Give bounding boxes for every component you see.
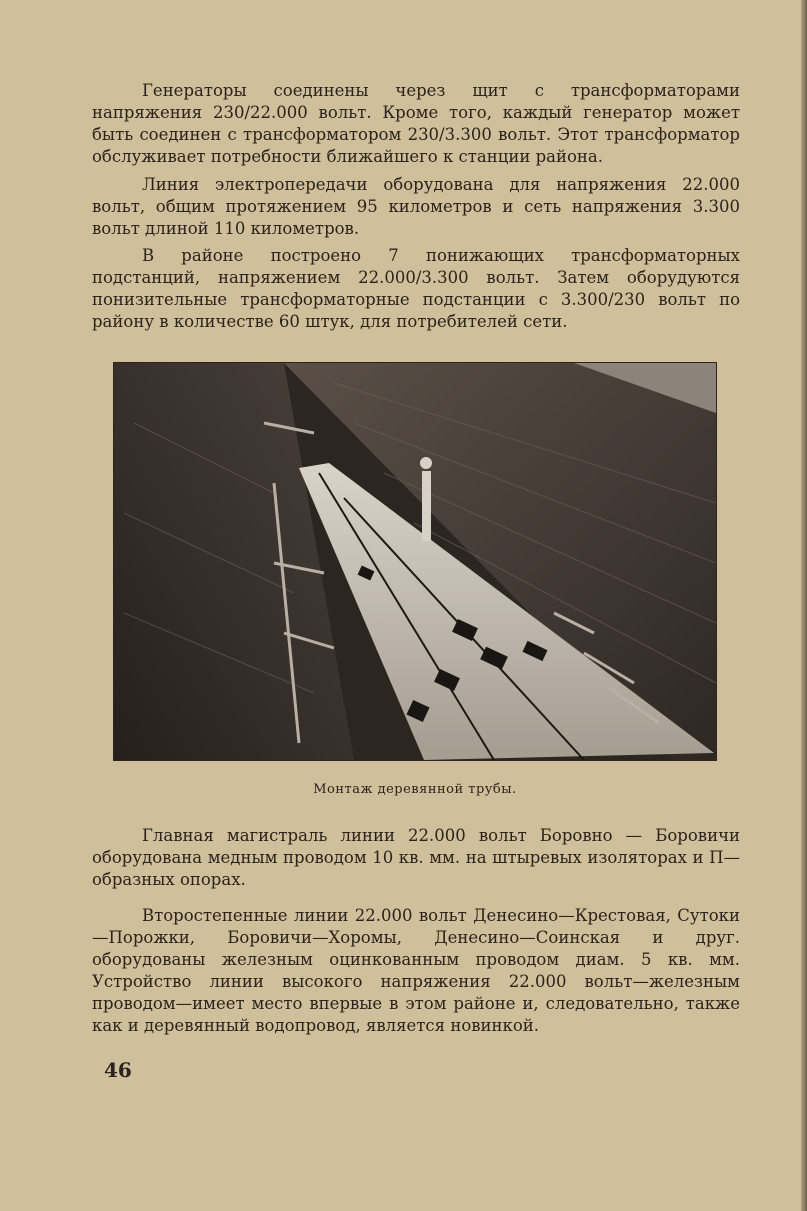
- paragraph-main-line: [92, 825, 740, 891]
- page-number: 46: [104, 1058, 132, 1082]
- paragraph-text: В районе построено 7 понижающих трансформаторных подстанций, напряжением 22.000/3.300 вольт. Затем оборудуются понизительные трансформаторные подстанции с 3.300/230 вольт по району в количестве 60 штук, для потребителей сети.: [92, 246, 740, 331]
- paragraph-generators: [92, 80, 740, 168]
- photo-caption: Монтаж деревянной трубы.: [313, 782, 517, 797]
- paragraph-substations: [92, 245, 740, 333]
- paragraph-text: Второстепенные линии 22.000 вольт Денесино—Крестовая, Сутоки—Порожки, Боровичи—Хоромы, Денесино—Соинская и друг. оборудованы железным оцинкованным проводом диам. 5 кв. мм. Устройство линии высокого напряжения 22.000 вольт—железным проводом—имеет место впервые в этом районе и, следовательно, также как и деревянный водопровод, является новинкой.: [92, 906, 740, 1035]
- paragraph-text: Линия электропередачи оборудована для напряжения 22.000 вольт, общим протяжением 95 километров и сеть напряжения 3.300 вольт длиной 110 километров.: [92, 175, 740, 238]
- paragraph-text: Главная магистраль линии 22.000 вольт Боровно — Боровичи оборудована медным проводом 10 кв. мм. на штыревых изоляторах и П—образных опорах.: [92, 826, 740, 889]
- photo-illustration: [114, 363, 716, 760]
- paragraph-text: Генераторы соединены через щит с трансформаторами напряжения 230/22.000 вольт. Кроме того, каждый генератор может быть соединен с трансформатором 230/3.300 вольт. Этот трансформатор обслуживает потребности ближайшего к станции района.: [92, 81, 740, 166]
- paragraph-secondary-lines: [92, 905, 740, 1037]
- paragraph-power-line: [92, 174, 740, 240]
- page-edge: [801, 0, 807, 1211]
- photo-wooden-pipe: [114, 363, 716, 760]
